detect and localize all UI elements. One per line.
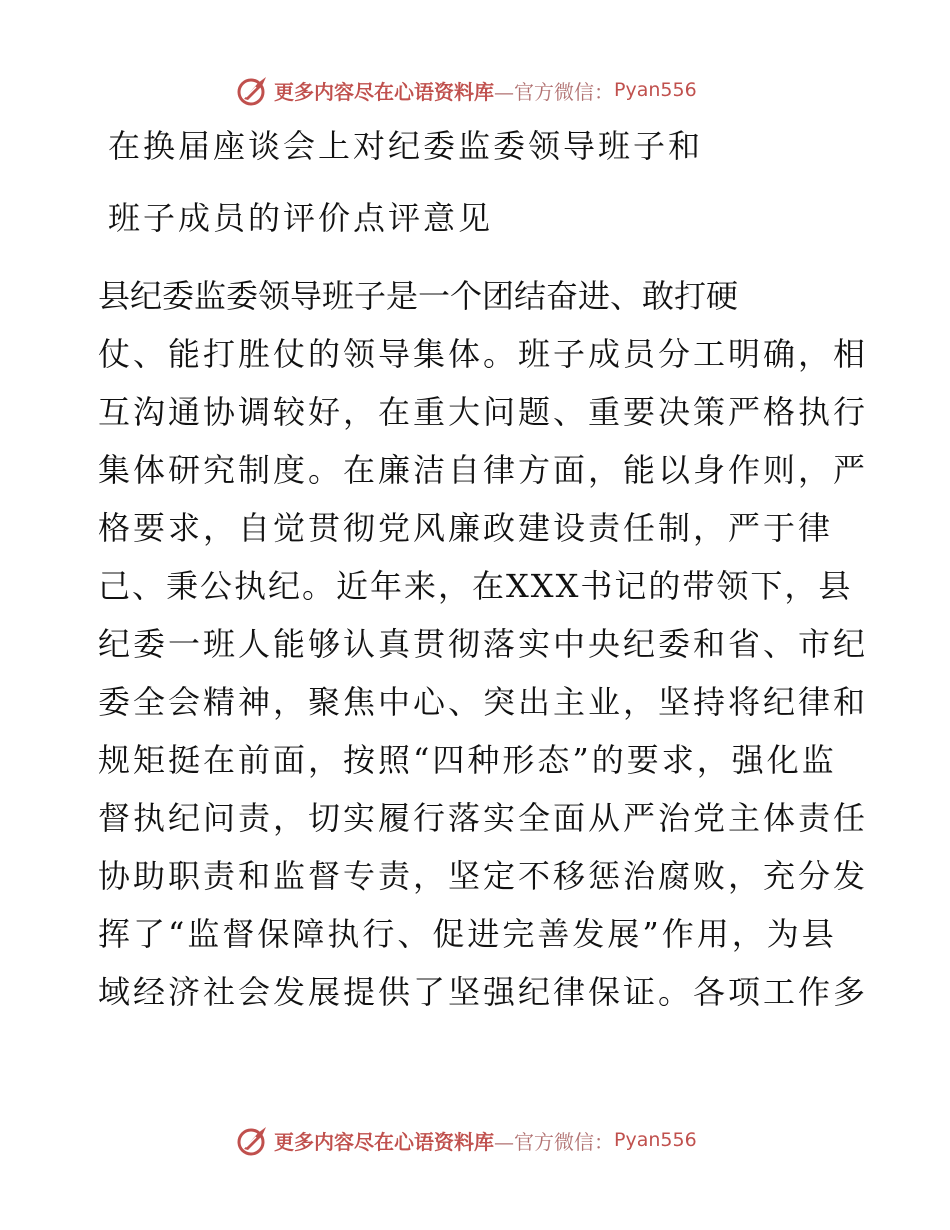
- body-line: 规矩挺在前面，按照“四种形态”的要求，强化监: [98, 741, 837, 779]
- body-line: 仗、能打胜仗的领导集体。班子成员分工明确，相: [98, 335, 869, 373]
- watermark-text: [274, 1126, 614, 1155]
- body-line: 域经济社会发展提供了坚强纪律保证。各项工作多: [98, 973, 869, 1011]
- body-line: 互沟通协调较好，在重大问题、重要决策严格执行: [98, 393, 869, 431]
- watermark-wechat-id: Pyan556: [614, 79, 697, 101]
- watermark-brand: 更多内容尽在心语资料库: [274, 79, 494, 104]
- document-title-line-1: 在换届座谈会上对纪委监委领导班子和: [108, 127, 704, 165]
- watermark-dash: —: [494, 79, 514, 104]
- quill-logo-icon: [236, 73, 270, 107]
- quill-logo-icon: [236, 1123, 270, 1157]
- document-title-line-2: 班子成员的评价点评意见: [108, 199, 494, 237]
- body-line: 委全会精神，聚焦中心、突出主业，坚持将纪律和: [98, 683, 869, 721]
- watermark-brand: 更多内容尽在心语资料库: [274, 1129, 494, 1154]
- watermark-dash: —: [494, 1129, 514, 1154]
- body-line: 己、秉公执纪。近年来，在XXX书记的带领下，县: [98, 567, 853, 605]
- body-line: 县纪委监委领导班子是一个团结奋进、敢打硬: [98, 277, 739, 315]
- watermark-wechat-id: Pyan556: [614, 1129, 697, 1151]
- header-watermark: [236, 72, 697, 108]
- body-line: 纪委一班人能够认真贯彻落实中央纪委和省、市纪: [98, 625, 869, 663]
- footer-watermark: [236, 1122, 697, 1158]
- watermark-text: [274, 76, 614, 105]
- watermark-wechat-label: 官方微信：: [514, 1129, 614, 1154]
- body-line: 督执纪问责，切实履行落实全面从严治党主体责任: [98, 799, 869, 837]
- watermark-wechat-label: 官方微信：: [514, 79, 614, 104]
- body-line: 集体研究制度。在廉洁自律方面，能以身作则，严: [98, 451, 869, 489]
- body-line: 挥了“监督保障执行、促进完善发展”作用，为县: [98, 915, 837, 953]
- body-line: 格要求，自觉贯彻党风廉政建设责任制，严于律: [98, 509, 834, 547]
- body-line: 协助职责和监督专责，坚定不移惩治腐败，充分发: [98, 857, 869, 895]
